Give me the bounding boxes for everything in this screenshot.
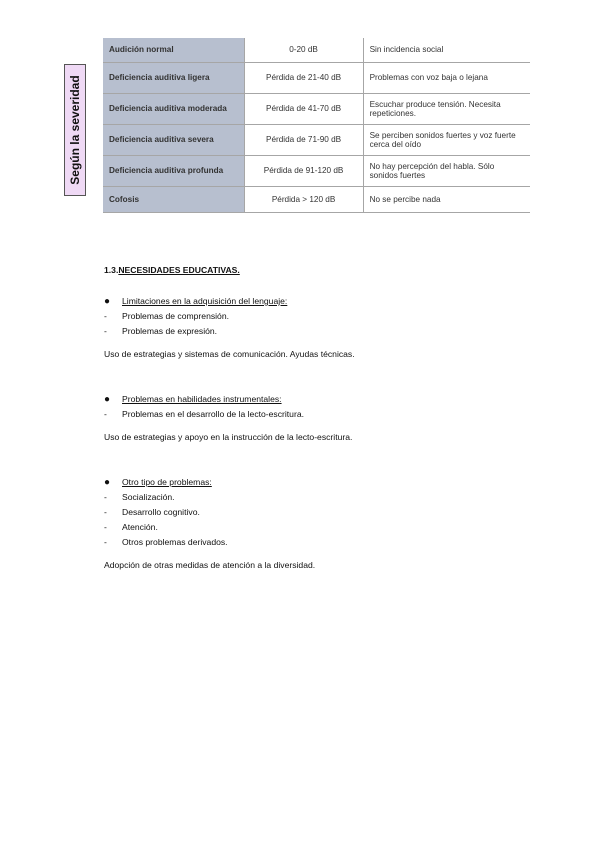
section-number: 1.3. [104,265,119,275]
dash-icon: - [104,537,107,547]
bullet-item [104,475,544,490]
list-item-text: Problemas de comprensión. [122,311,229,321]
section-heading [104,265,544,275]
table-row [103,156,530,187]
category-cell: Deficiencia auditiva severa [103,125,244,156]
section-title: NECESIDADES EDUCATIVAS. [118,265,240,275]
list-item-text: Problemas en el desarrollo de la lecto-escritura. [122,409,304,419]
category-cell: Deficiencia auditiva moderada [103,94,244,125]
effect-cell: Escuchar produce tensión. Necesita repeticiones. [363,94,530,125]
list-item-text: Desarrollo cognitivo. [122,507,200,517]
bullet-item [104,294,544,309]
list-item [104,520,544,535]
list-item-text: Socialización. [122,492,175,502]
table-row [103,94,530,125]
range-cell: Pérdida > 120 dB [244,187,363,213]
side-label-text: Según la severidad [68,75,82,185]
category-cell: Audición normal [103,38,244,63]
dash-icon: - [104,326,107,336]
effect-cell: No hay percepción del habla. Sólo sonidos fuertes [363,156,530,187]
range-cell: Pérdida de 71-90 dB [244,125,363,156]
bullet-text: Problemas en habilidades instrumentales: [122,394,282,404]
category-cell: Deficiencia auditiva ligera [103,63,244,94]
summary-paragraph: Adopción de otras medidas de atención a la diversidad. [104,560,316,570]
hearing-severity-table [103,38,530,213]
list-item [104,324,544,339]
table-row [103,125,530,156]
effect-cell: No se percibe nada [363,187,530,213]
range-cell: Pérdida de 41-70 dB [244,94,363,125]
bullet-item [104,392,544,407]
dash-icon: - [104,522,107,532]
category-cell: Cofosis [103,187,244,213]
document-body [104,265,544,573]
bullet-icon: ● [104,296,111,307]
list-item [104,490,544,505]
list-item-text: Atención. [122,522,158,532]
list-item-text: Problemas de expresión. [122,326,218,336]
dash-icon: - [104,409,107,419]
list-item [104,407,544,422]
range-cell: Pérdida de 21-40 dB [244,63,363,94]
bullet-text: Limitaciones en la adquisición del lenguaje: [122,296,288,306]
range-cell: 0-20 dB [244,38,363,63]
category-cell: Deficiencia auditiva profunda [103,156,244,187]
list-item [104,505,544,520]
dash-icon: - [104,507,107,517]
dash-icon: - [104,311,107,321]
effect-cell: Sin incidencia social [363,38,530,63]
list-item [104,535,544,550]
table-row [103,63,530,94]
table-row [103,38,530,63]
dash-icon: - [104,492,107,502]
effect-cell: Se perciben sonidos fuertes y voz fuerte cerca del oído [363,125,530,156]
summary-paragraph: Uso de estrategias y apoyo en la instrucción de la lecto-escritura. [104,432,353,442]
severity-side-label [64,64,86,196]
bullet-icon: ● [104,477,111,488]
list-item-text: Otros problemas derivados. [122,537,228,547]
summary-paragraph: Uso de estrategias y sistemas de comunicación. Ayudas técnicas. [104,349,355,359]
bullet-text: Otro tipo de problemas: [122,477,212,487]
list-item [104,309,544,324]
effect-cell: Problemas con voz baja o lejana [363,63,530,94]
bullet-icon: ● [104,394,111,405]
table-row [103,187,530,213]
range-cell: Pérdida de 91-120 dB [244,156,363,187]
